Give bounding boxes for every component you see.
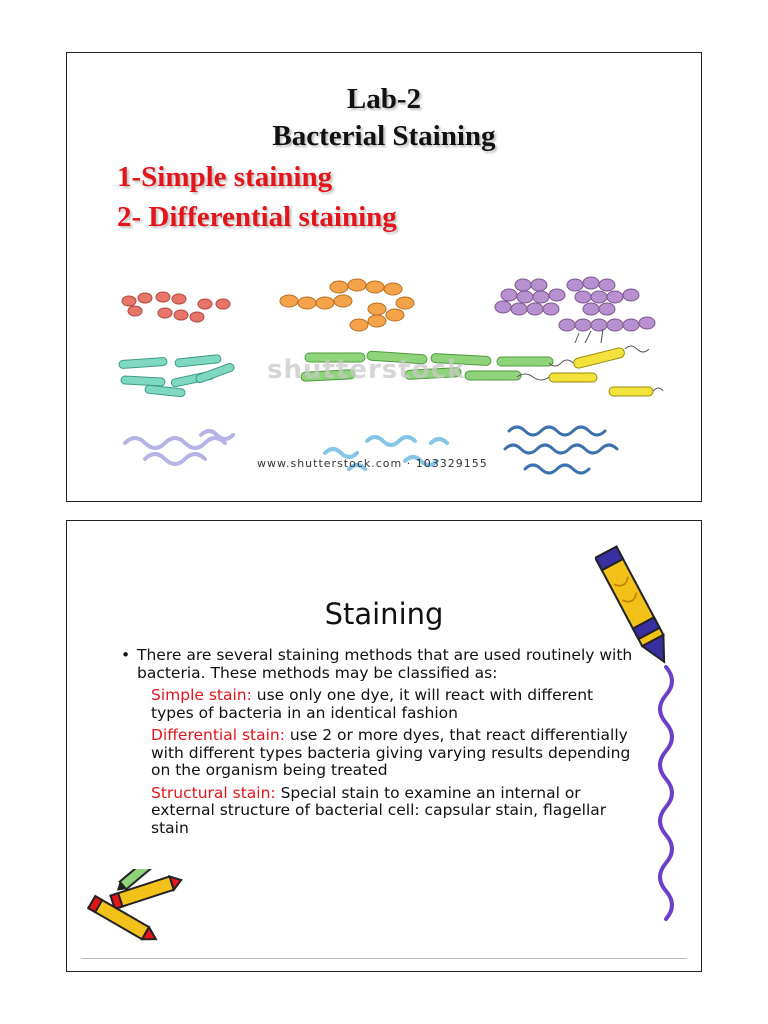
bullet-intro xyxy=(121,646,637,682)
squiggle-line-icon xyxy=(652,663,682,933)
cocci-cluster xyxy=(122,292,230,322)
slide-2 xyxy=(66,520,702,972)
streptococci-chain xyxy=(280,279,414,331)
simple-stain-text: use only one dye, it will react with different types of bacteria in an identical fashion xyxy=(151,686,594,722)
differential-stain-label: Differential stain: xyxy=(151,726,285,744)
slide-body xyxy=(121,646,637,837)
structural-stain-text: Special stain to examine an internal or external structure of bacterial cell: capsular stain, flagellar stain xyxy=(151,783,607,837)
crayon-icon xyxy=(595,537,675,677)
slide-title-bacterial-staining: Bacterial Staining xyxy=(272,120,496,152)
differential-stain-item xyxy=(137,727,637,780)
watermark-url: www.shutterstock.com · 103329155 xyxy=(257,457,488,470)
intro-text: There are several staining methods that are used routinely with bacteria. These methods may be classified as: xyxy=(137,646,633,682)
slide-1 xyxy=(66,52,702,502)
item-differential-staining: 2- Differential staining xyxy=(117,201,397,233)
bullet-icon: • xyxy=(121,646,131,664)
bacilli-left xyxy=(119,355,235,398)
differential-stain-text: use 2 or more dyes, that react differentially with different types bacteria giving varying results depending on the organism being treated xyxy=(151,726,631,779)
staphylococci-cluster xyxy=(495,277,655,331)
simple-stain-item xyxy=(137,687,637,722)
structural-stain-label: Structural stain: xyxy=(151,783,276,802)
bottom-divider xyxy=(81,958,687,959)
simple-stain-label: Simple stain: xyxy=(151,686,252,704)
item-simple-staining: 1-Simple staining xyxy=(117,161,333,193)
slide-title-lab: Lab-2 xyxy=(346,83,422,115)
crayons-icon xyxy=(79,869,189,959)
structural-stain-item xyxy=(137,785,637,838)
watermark-text: shutterstock xyxy=(267,355,466,385)
slide-title-staining: Staining xyxy=(324,597,444,631)
